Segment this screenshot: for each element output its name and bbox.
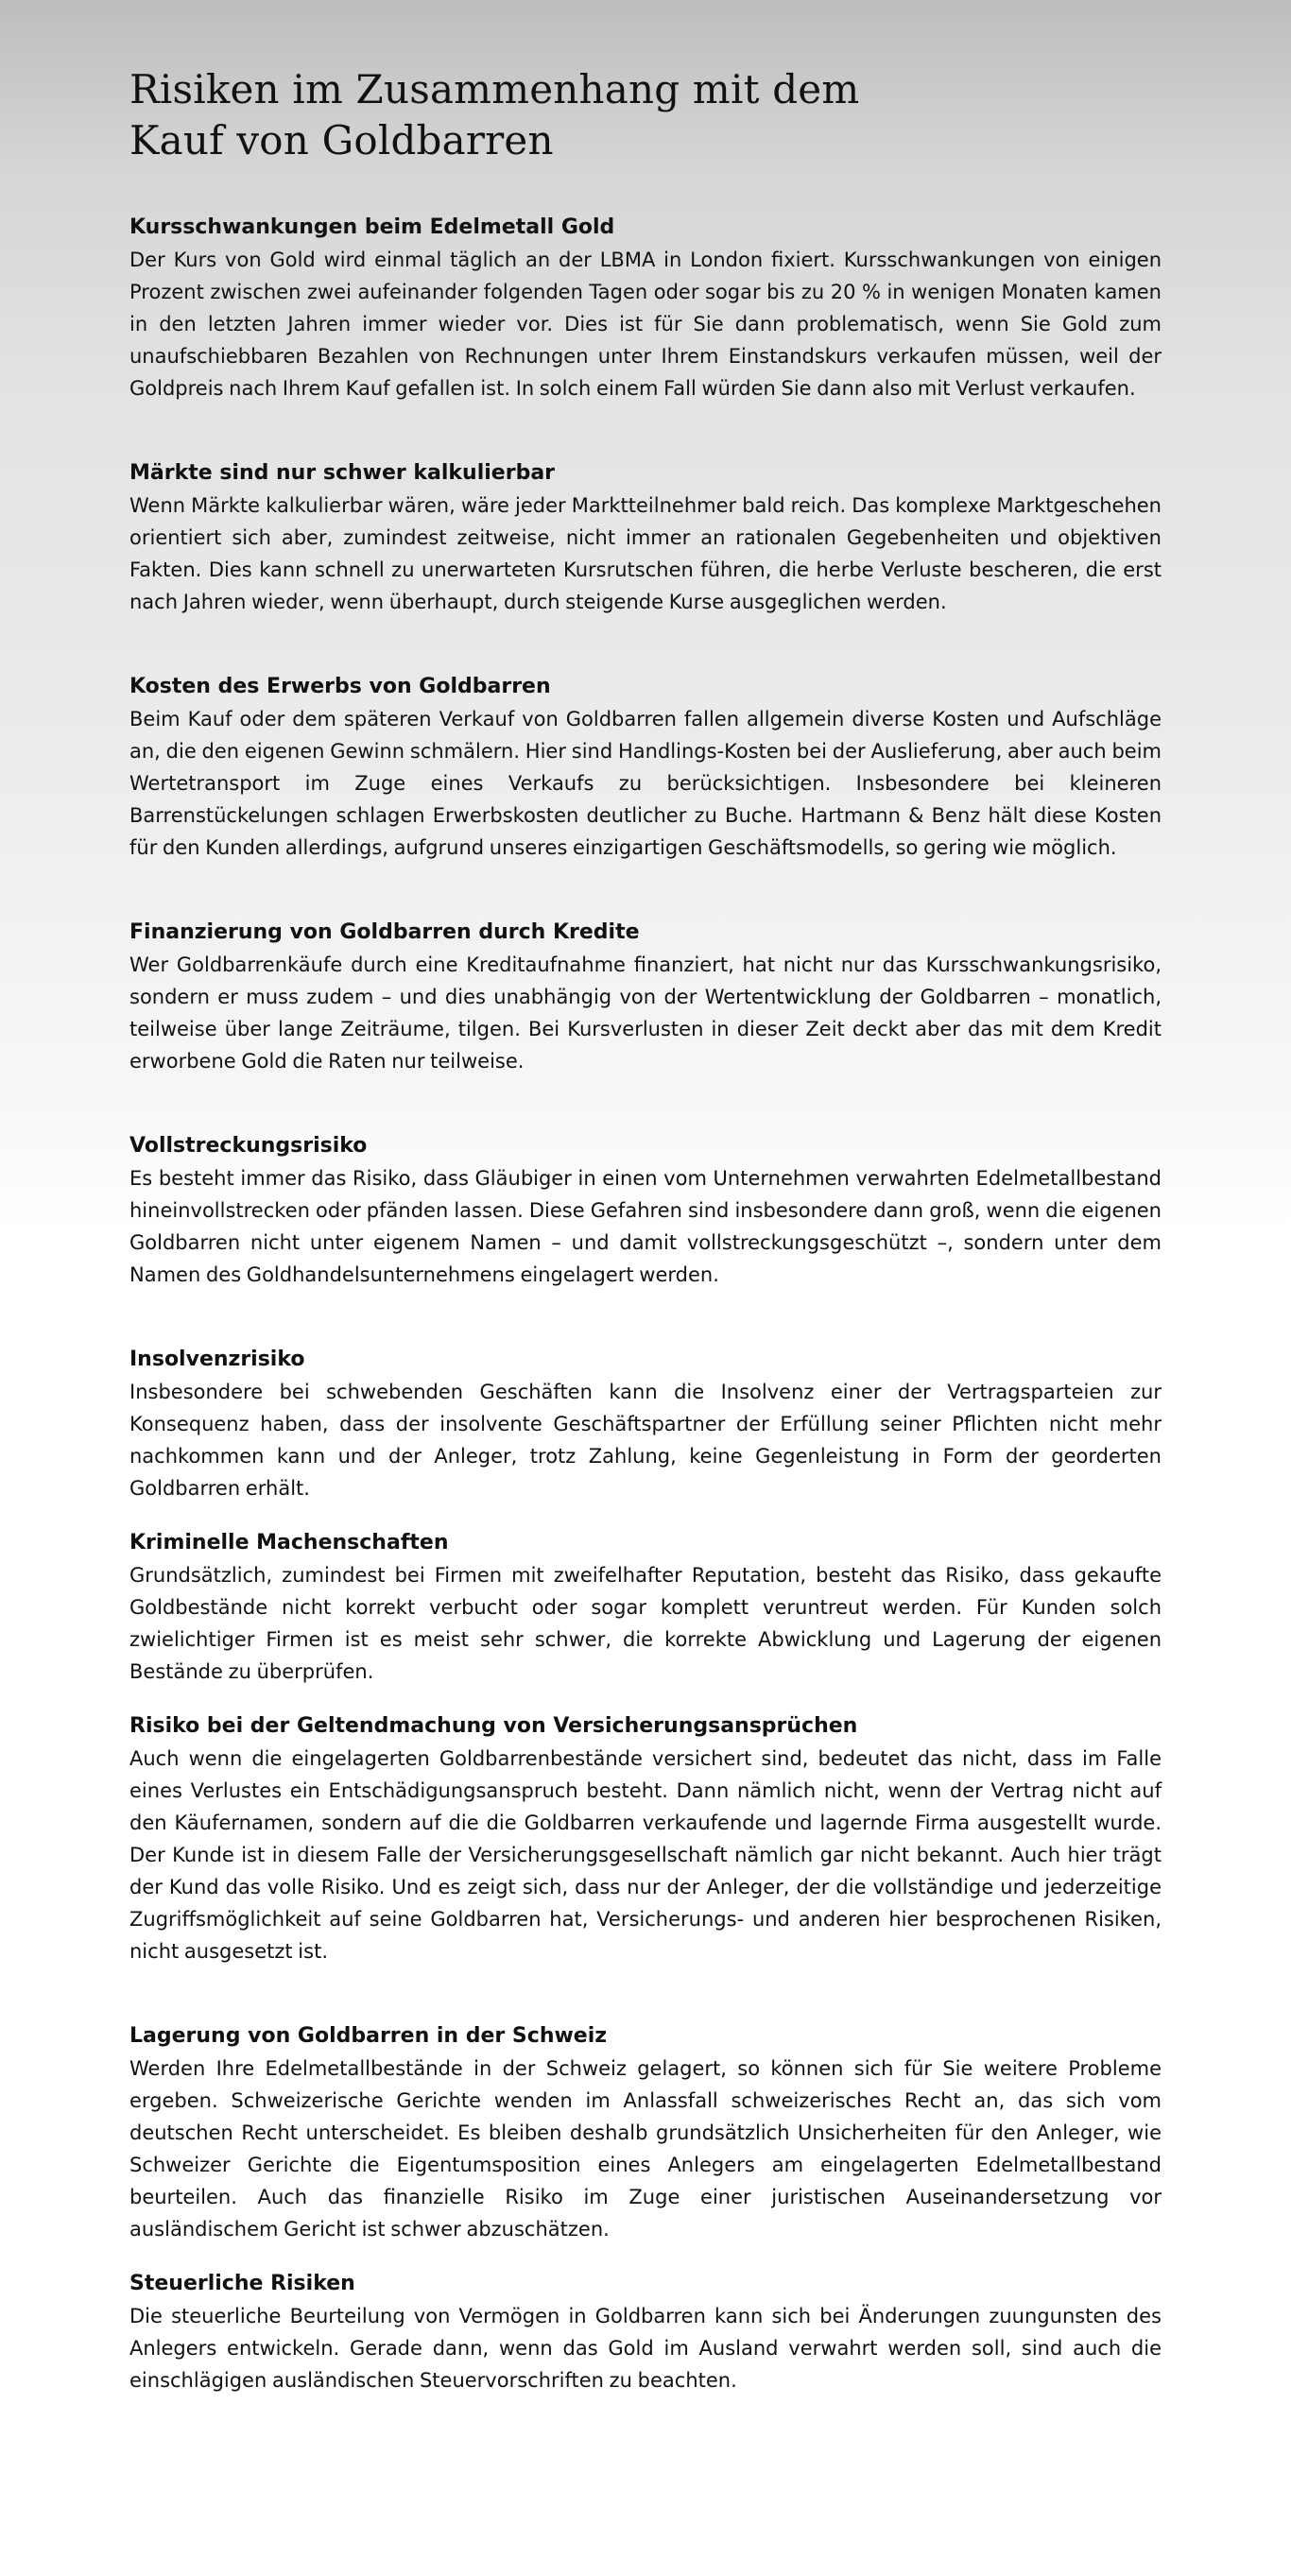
section-body: Es besteht immer das Risiko, dass Gläubiger in einen vom Unternehmen verwahrten Edelmetallbestand hineinvollstrecken oder pfänden lassen. Diese Gefahren sind insbesondere dann groß, wenn die eigenen Goldbarren nicht unter eigenem Namen – und damit vollstreckungsgeschützt –, sondern unter dem Namen des Goldhandelsunternehmens eingelagert werden. [129, 1167, 1162, 1286]
section-heading: Risiko bei der Geltendmachung von Versicherungsansprüchen [129, 1714, 858, 1738]
section-body: Wer Goldbarrenkäufe durch eine Kreditaufnahme finanziert, hat nicht nur das Kursschwankungsrisiko, sondern er muss zudem – und dies unabhängig von der Wertentwicklung der Goldbarren – monatlich, teilweise über lange Zeiträume, tilgen. Bei Kursverlusten in dieser Zeit deckt aber das mit dem Kredit erworbene Gold die Raten nur teilweise. [129, 953, 1162, 1073]
section-heading: Märkte sind nur schwer kalkulierbar [129, 461, 556, 485]
section-insolvenzrisiko [129, 1344, 1162, 1504]
section-body: Beim Kauf oder dem späteren Verkauf von Goldbarren fallen allgemein diverse Kosten und Aufschläge an, die den eigenen Gewinn schmälern. Hier sind Handlings-Kosten bei der Auslieferung, aber auch beim Wertetransport im Zuge eines Verkaufs zu berücksichtigen. Insbesondere bei kleineren Barrenstückelungen schlagen Erwerbskosten deutlicher zu Buche. Hartmann & Benz hält diese Kosten für den Kunden allerdings, aufgrund unseres einzigartigen Geschäftsmodells, so gering wie möglich. [129, 708, 1162, 859]
section-body: Insbesondere bei schwebenden Geschäften kann die Insolvenz einer der Vertragsparteien zur Konsequenz haben, dass der insolvente Geschäftspartner der Erfüllung seiner Pflichten nicht mehr nachkommen kann und der Anleger, trotz Zahlung, keine Gegenleistung in Form der georderten Goldbarren erhält. [129, 1381, 1162, 1500]
section-kursschwankungen [129, 212, 1162, 404]
section-steuerliche-risiken [129, 2268, 1162, 2396]
section-body: Der Kurs von Gold wird einmal täglich an der LBMA in London fixiert. Kursschwankungen von einigen Prozent zwischen zwei aufeinander folgenden Tagen oder sogar bis zu 20 % in wenigen Monaten kamen in den letzten Jahren immer wieder vor. Dies ist für Sie dann problematisch, wenn Sie Gold zum unaufschiebbaren Bezahlen von Rechnungen unter Ihrem Einstandskurs verkaufen müssen, weil der Goldpreis nach Ihrem Kauf gefallen ist. In solch einem Fall würden Sie dann also mit Verlust verkaufen. [129, 249, 1162, 400]
section-heading: Finanzierung von Goldbarren durch Kredite [129, 920, 640, 944]
section-heading: Kosten des Erwerbs von Goldbarren [129, 675, 551, 698]
section-heading: Kriminelle Machenschaften [129, 1531, 449, 1554]
page-title-line-1: Risiken im Zusammenhang mit dem [129, 66, 860, 112]
section-heading: Insolvenzrisiko [129, 1348, 305, 1371]
section-body: Die steuerliche Beurteilung von Vermögen in Goldbarren kann sich bei Änderungen zuungunsten des Anlegers entwickeln. Gerade dann, wenn das Gold im Ausland verwahrt werden soll, sind auch die einschlägigen ausländischen Steuervorschriften zu beachten. [129, 2305, 1162, 2392]
section-finanzierung [129, 917, 1162, 1077]
section-heading: Kursschwankungen beim Edelmetall Gold [129, 215, 615, 239]
section-body: Auch wenn die eingelagerten Goldbarrenbestände versichert sind, bedeutet das nicht, dass im Falle eines Verlustes ein Entschädigungsanspruch besteht. Dann nämlich nicht, wenn der Vertrag nicht auf den Käufernamen, sondern auf die die Goldbarren verkaufende und lagernde Firma ausgestellt wurde. Der Kunde ist in diesem Falle der Versicherungsgesellschaft nämlich gar nicht bekannt. Auch hier trägt der Kund das volle Risiko. Und es zeigt sich, dass nur der Anleger, der die vollständige und jederzeitige Zugriffsmöglichkeit auf seine Goldbarren hat, Versicherungs- und anderen hier besprochenen Risiken, nicht ausgesetzt ist. [129, 1747, 1162, 1963]
section-body: Werden Ihre Edelmetallbestände in der Schweiz gelagert, so können sich für Sie weitere Probleme ergeben. Schweizerische Gerichte wenden im Anlassfall schweizerisches Recht an, das sich vom deutschen Recht unterscheidet. Es bleiben deshalb grundsätzlich Unsicherheiten für den Anleger, wie Schweizer Gerichte die Eigentumsposition eines Anlegers am eingelagerten Edelmetallbestand beurteilen. Auch das finanzielle Risiko im Zuge einer juristischen Auseinandersetzung vor ausländischem Gericht ist schwer abzuschätzen. [129, 2057, 1162, 2241]
section-body: Wenn Märkte kalkulierbar wären, wäre jeder Marktteilnehmer bald reich. Das komplexe Marktgeschehen orientiert sich aber, zumindest zeitweise, nicht immer an rationalen Gegebenheiten und objektiven Fakten. Dies kann schnell zu unerwarteten Kursrutschen führen, die herbe Verluste bescheren, die erst nach Jahren wieder, wenn überhaupt, durch steigende Kurse ausgeglichen werden. [129, 494, 1162, 613]
section-body: Grundsätzlich, zumindest bei Firmen mit zweifelhafter Reputation, besteht das Risiko, dass gekaufte Goldbestände nicht korrekt verbucht oder sogar komplett veruntreut werden. Für Kunden solch zwielichtiger Firmen ist es meist sehr schwer, die korrekte Abwicklung und Lagerung der eigenen Bestände zu überprüfen. [129, 1564, 1162, 1683]
section-heading: Steuerliche Risiken [129, 2272, 355, 2295]
page-title-line-2: Kauf von Goldbarren [129, 117, 554, 163]
page-title [129, 64, 1162, 166]
section-maerkte [129, 457, 1162, 618]
section-heading: Vollstreckungsrisiko [129, 1134, 368, 1158]
section-versicherung [129, 1710, 1162, 1967]
section-heading: Lagerung von Goldbarren in der Schweiz [129, 2024, 608, 2048]
section-vollstreckungsrisiko [129, 1130, 1162, 1291]
section-kosten [129, 671, 1162, 864]
section-kriminelle-machenschaften [129, 1527, 1162, 1688]
section-lagerung-schweiz [129, 2020, 1162, 2245]
